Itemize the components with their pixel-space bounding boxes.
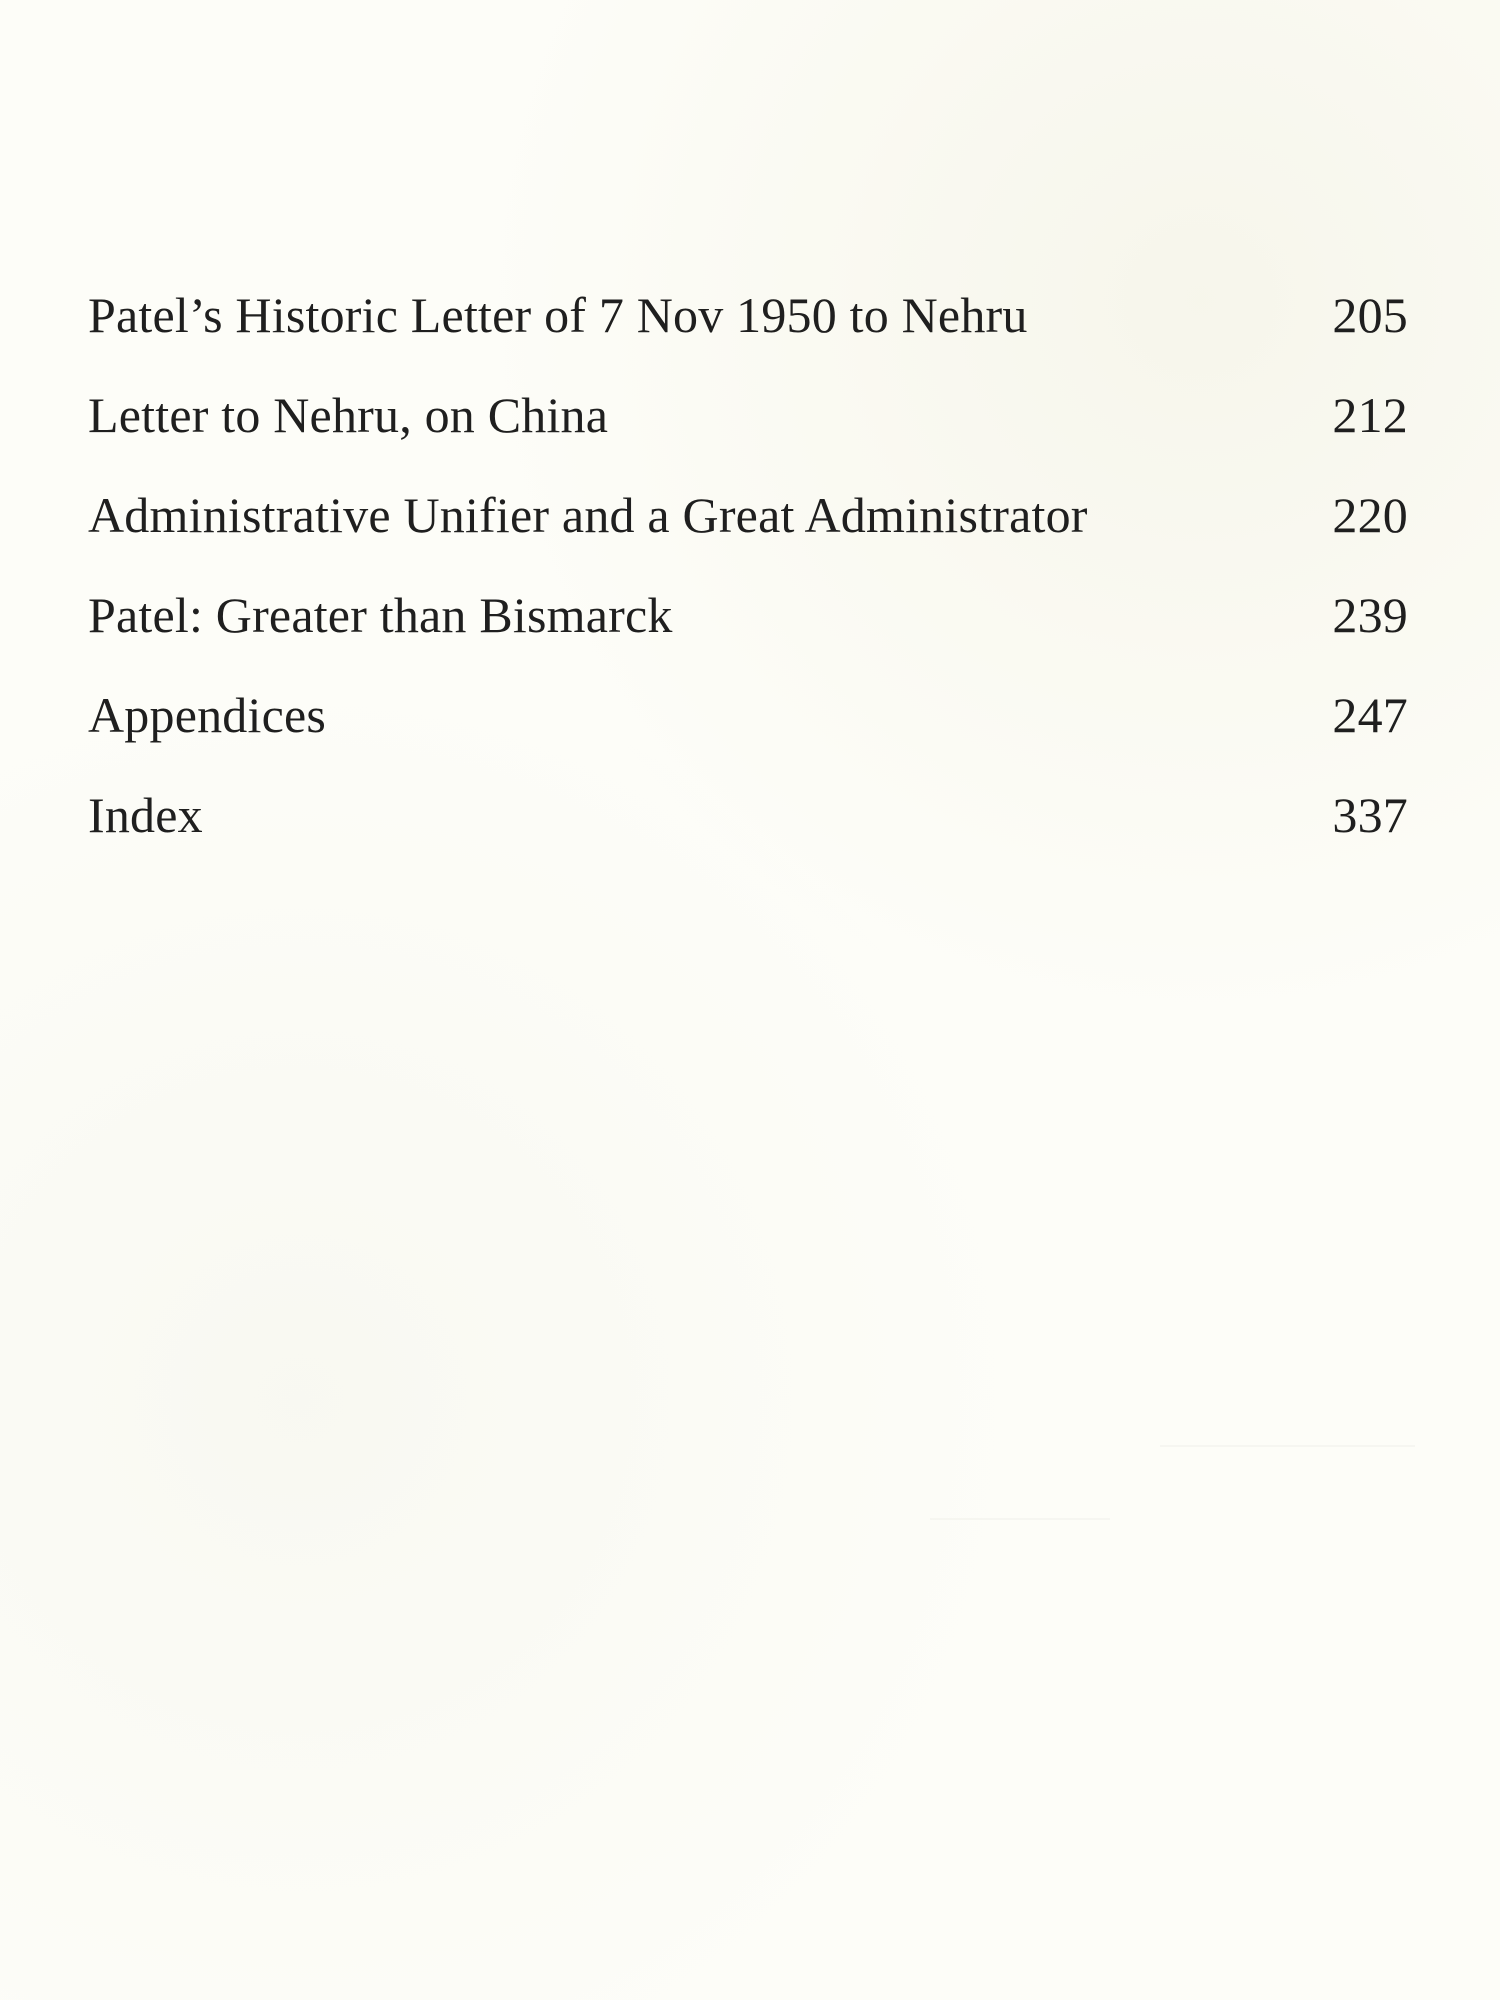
show-through-line: [930, 1518, 1110, 1520]
toc-entry-title: Index: [88, 787, 203, 843]
toc-row: [88, 487, 1408, 590]
toc-entry-page-number: 247: [1332, 687, 1408, 743]
toc-entry-page-number: 205: [1332, 287, 1408, 343]
toc-entry-page-number: 212: [1332, 387, 1408, 443]
toc-entry-title: Patel: Greater than Bismarck: [88, 587, 673, 643]
toc-row: [88, 387, 1408, 490]
toc-entry-title: Appendices: [88, 687, 327, 743]
table-of-contents: [88, 287, 1408, 890]
toc-entry-title: Administrative Unifier and a Great Administrator: [88, 487, 1088, 543]
toc-entry-title: Patel’s Historic Letter of 7 Nov 1950 to Nehru: [88, 287, 1028, 343]
show-through-line: [1160, 1445, 1415, 1447]
toc-entry-page-number: 220: [1332, 487, 1408, 543]
toc-row: [88, 687, 1408, 790]
toc-row: [88, 287, 1408, 390]
toc-entry-page-number: 239: [1332, 587, 1408, 643]
toc-row: [88, 587, 1408, 690]
toc-row: [88, 787, 1408, 890]
toc-entry-title: Letter to Nehru, on China: [88, 387, 609, 443]
toc-entry-page-number: 337: [1332, 787, 1408, 843]
